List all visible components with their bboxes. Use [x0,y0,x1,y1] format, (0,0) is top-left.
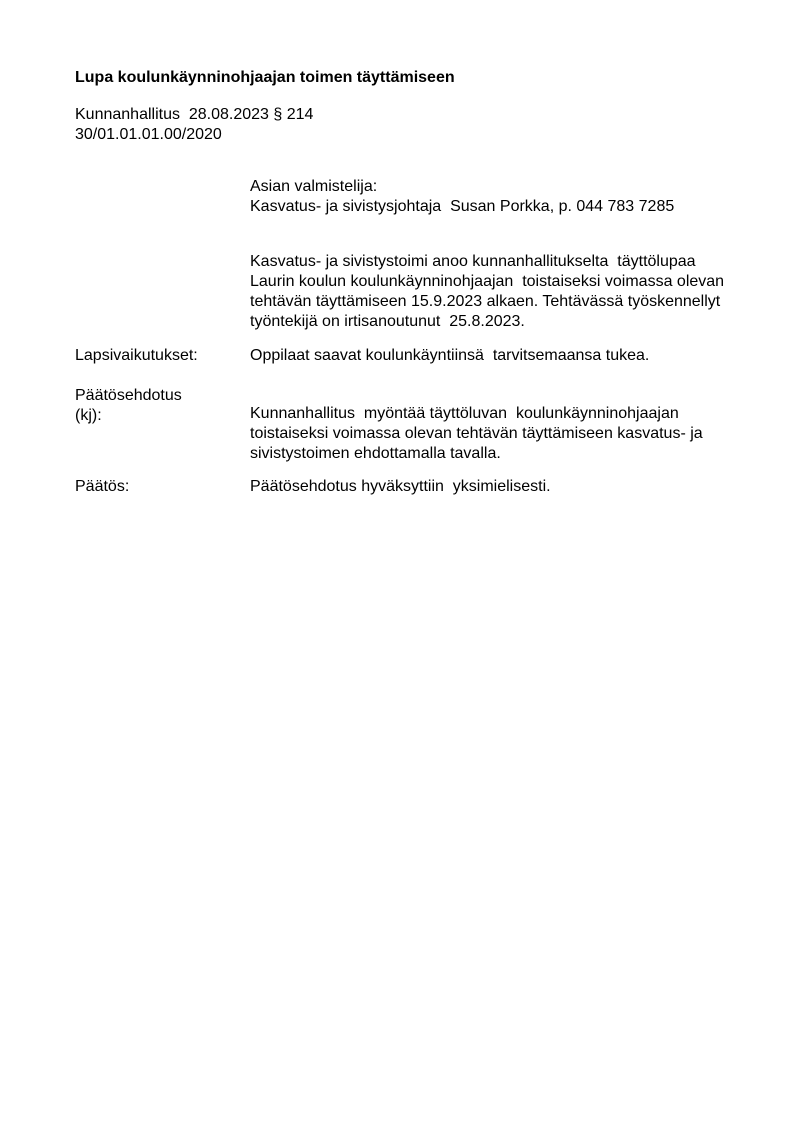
preparer-name-line: Kasvatus- ja sivistysjohtaja Susan Porkka, p. 044 783 7285 [250,198,675,215]
preparer-heading: Asian valmistelija: [250,178,378,195]
row-label-paatosehdotus [75,386,250,426]
row-label-line: Päätösehdotus [75,387,182,404]
row-label-paatos: Päätös: [75,478,130,495]
row-body-line: toistaiseksi voimassa olevan tehtävän täyttämiseen kasvatus- ja [250,425,703,442]
request-paragraph [250,252,754,332]
committee-date-line: Kunnanhallitus 28.08.2023 § 214 [75,106,314,123]
diary-number: 30/01.01.01.00/2020 [75,126,222,143]
row-body-line: sivistystoimen ehdottamalla tavalla. [250,445,501,462]
row-label-lapsivaikutukset: Lapsivaikutukset: [75,347,198,364]
row-lapsivaikutukset [75,346,754,366]
row-body-paatos [250,477,754,497]
row-label-line: (kj): [75,407,102,424]
document-header [75,105,754,145]
preparer-block [250,177,754,217]
row-body-line: Kunnanhallitus myöntää täyttöluvan koulunkäynninohjaajan [250,405,679,422]
document-title: Lupa koulunkäynninohjaajan toimen täyttämiseen [75,69,455,86]
request-paragraph-line: Kasvatus- ja sivistystoimi anoo kunnanhallitukselta täyttölupaa [250,253,696,270]
row-body-line: Oppilaat saavat koulunkäyntiinsä tarvitsemaansa tukea. [250,347,650,364]
row-paatos [75,477,754,497]
request-paragraph-line: Laurin koulun koulunkäynninohjaajan toistaiseksi voimassa olevan [250,273,725,290]
row-body-paatosehdotus [250,404,754,464]
request-paragraph-line: tehtävän täyttämiseen 15.9.2023 alkaen. Tehtävässä työskennellyt [250,293,721,310]
row-paatosehdotus [75,386,754,464]
row-body-line: Päätösehdotus hyväksyttiin yksimielisesti. [250,478,551,495]
request-paragraph-line: työntekijä on irtisanoutunut 25.8.2023. [250,313,525,330]
row-body-lapsivaikutukset [250,346,754,366]
